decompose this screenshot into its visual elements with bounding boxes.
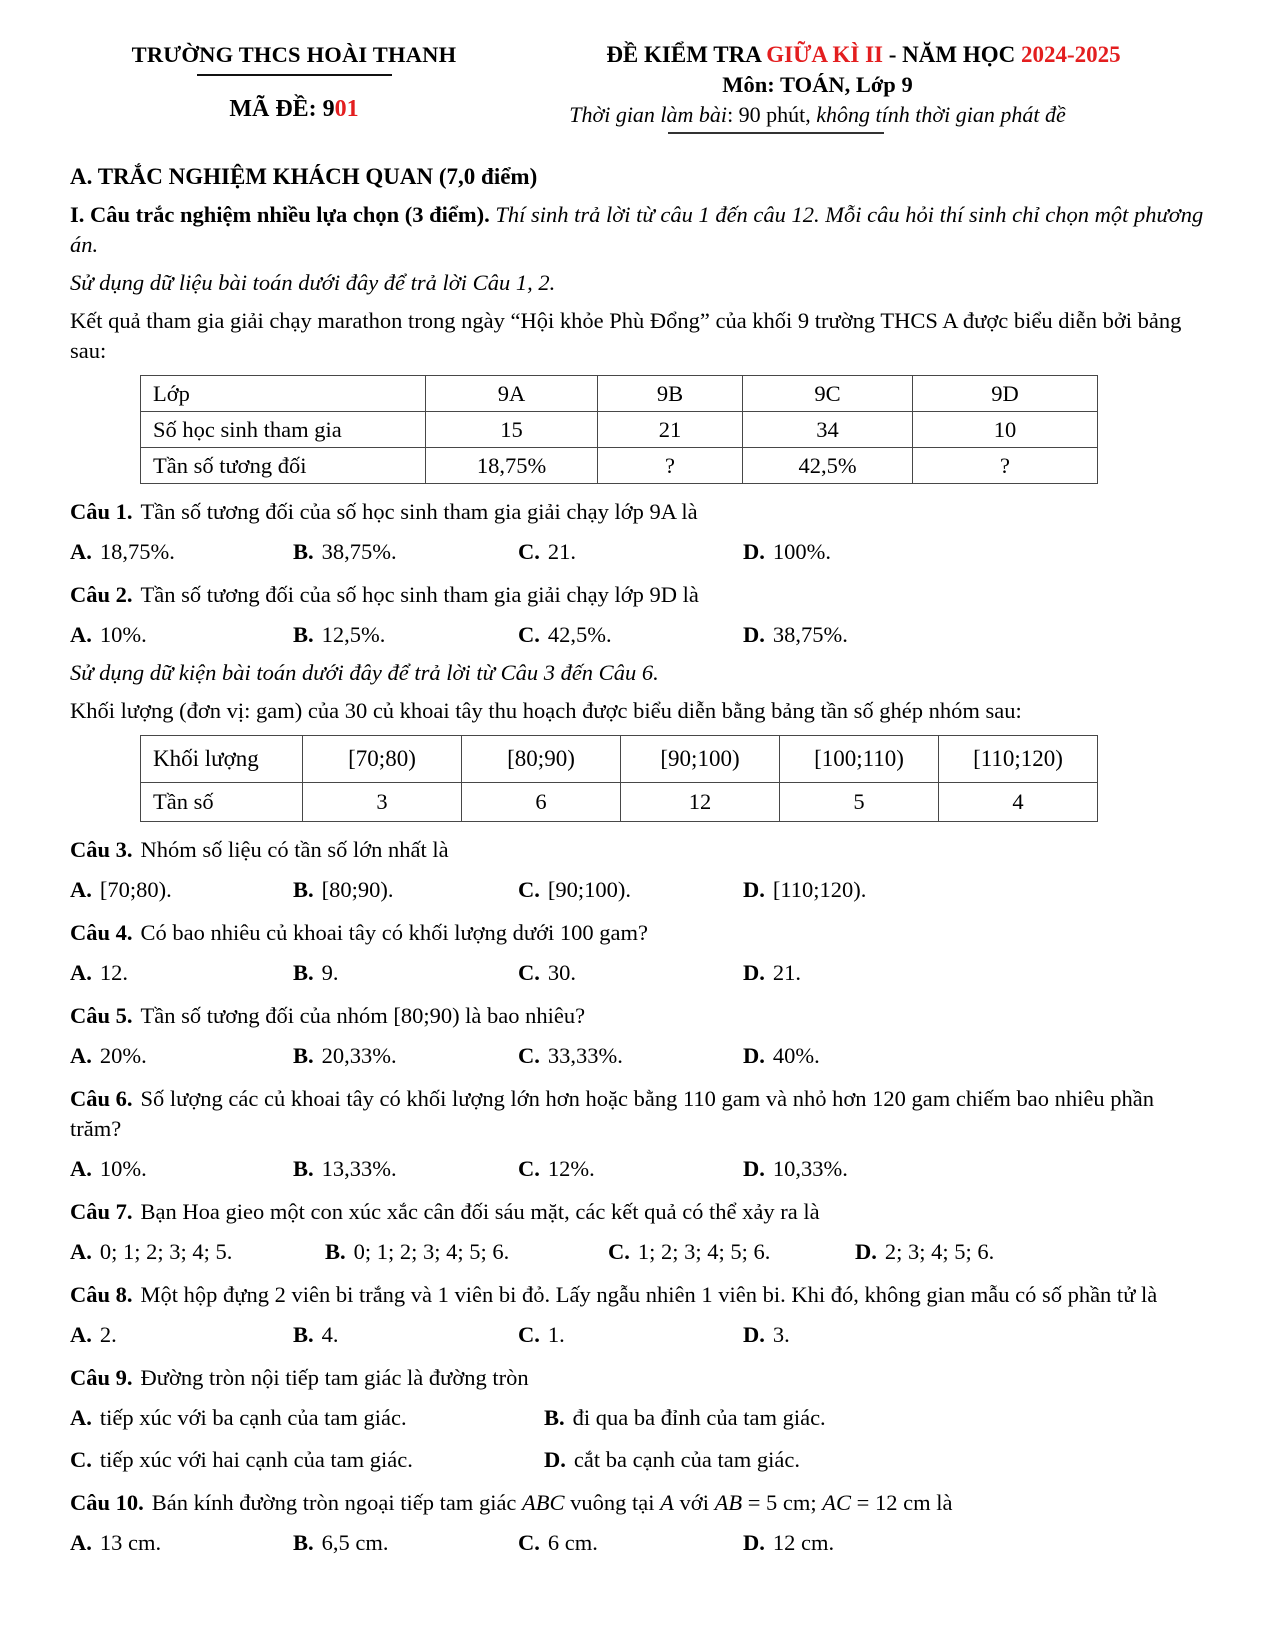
question-3-body: Nhóm số liệu có tần số lớn nhất là	[140, 837, 449, 862]
table-cell: 9A	[426, 376, 598, 412]
table-cell: 42,5%	[743, 448, 913, 484]
option-label: A.	[70, 1043, 92, 1068]
option-c	[70, 1445, 544, 1475]
question-9-text	[70, 1363, 1209, 1393]
option-label: B.	[325, 1239, 346, 1264]
option-text: 42,5%.	[547, 622, 612, 647]
title-term: GIỮA KÌ II	[766, 42, 884, 67]
question-7-number: Câu 7.	[70, 1199, 133, 1224]
option-text: 1.	[547, 1322, 565, 1347]
question-7-text	[70, 1197, 1209, 1227]
title-part-2: - NĂM HỌC	[883, 42, 1021, 67]
option-label: D.	[743, 1530, 765, 1555]
question-2-text	[70, 580, 1209, 610]
option-label: C.	[518, 1043, 540, 1068]
question-3-text	[70, 835, 1209, 865]
question-4-text	[70, 918, 1209, 948]
option-text: 13,33%.	[321, 1156, 397, 1181]
question-6-number: Câu 6.	[70, 1086, 133, 1111]
option-b	[293, 958, 518, 988]
question-6-text	[70, 1084, 1209, 1144]
option-text: cắt ba cạnh của tam giác.	[573, 1447, 800, 1472]
question-2	[70, 580, 1209, 650]
option-text: tiếp xúc với hai cạnh của tam giác.	[99, 1447, 413, 1472]
option-text: 6,5 cm.	[321, 1530, 389, 1555]
option-text: 12 cm.	[772, 1530, 835, 1555]
option-label: D.	[855, 1239, 877, 1264]
question-8-options	[70, 1320, 1209, 1350]
table-row-relative-frequency	[141, 448, 1098, 484]
question-6-body: Số lượng các củ khoai tây có khối lượng lớn hơn hoặc bằng 110 gam và nhỏ hơn 120 gam chiếm bao nhiêu phần trăm?	[70, 1086, 1154, 1141]
option-c	[518, 537, 743, 567]
table-cell: ?	[913, 448, 1098, 484]
table-cell: 34	[743, 412, 913, 448]
option-text: [90;100).	[547, 877, 631, 902]
table-cell: 5	[780, 783, 939, 822]
question-9-number: Câu 9.	[70, 1365, 133, 1390]
math-triangle-name: ABC	[522, 1490, 565, 1515]
option-text: [70;80).	[99, 877, 172, 902]
part-1-note: Thí sinh trả lời từ câu 1 đến câu 12. Mỗi câu hỏi thí sinh chỉ chọn một phương án.	[70, 202, 1204, 257]
question-6	[70, 1084, 1209, 1184]
question-1-options	[70, 537, 1209, 567]
question-2-options	[70, 620, 1209, 650]
option-b	[293, 1154, 518, 1184]
table-cell: 15	[426, 412, 598, 448]
question-10-body-3: với	[673, 1490, 715, 1515]
exam-header	[70, 40, 1209, 134]
option-a	[70, 875, 293, 905]
option-b	[293, 875, 518, 905]
header-right	[518, 40, 1209, 134]
question-2-number: Câu 2.	[70, 582, 133, 607]
question-8-text	[70, 1280, 1209, 1310]
question-10-text	[70, 1488, 1209, 1518]
option-label: A.	[70, 1156, 92, 1181]
math-vertex: A	[660, 1490, 674, 1515]
option-label: A.	[70, 960, 92, 985]
option-label: C.	[518, 622, 540, 647]
table-cell: 6	[462, 783, 621, 822]
option-text: 40%.	[772, 1043, 820, 1068]
question-7	[70, 1197, 1209, 1267]
option-label: D.	[743, 1156, 765, 1181]
option-a	[70, 1320, 293, 1350]
question-4-options	[70, 958, 1209, 988]
option-d	[743, 875, 1209, 905]
table-cell: 4	[939, 783, 1098, 822]
table-cell: 21	[598, 412, 743, 448]
part-1-title: I. Câu trắc nghiệm nhiều lựa chọn (3 điểm).	[70, 202, 490, 227]
option-c	[608, 1237, 855, 1267]
table-cell: Lớp	[141, 376, 426, 412]
question-6-options	[70, 1154, 1209, 1184]
table-row-mass-groups	[141, 736, 1098, 783]
option-label: C.	[70, 1447, 92, 1472]
option-label: C.	[518, 539, 540, 564]
option-label: B.	[293, 960, 314, 985]
question-10-body-5: = 12 cm là	[851, 1490, 953, 1515]
question-10-options	[70, 1528, 1209, 1558]
option-label: D.	[743, 1322, 765, 1347]
time-line	[518, 100, 1117, 130]
option-label: B.	[293, 1530, 314, 1555]
option-d	[743, 1154, 1209, 1184]
school-underline	[197, 74, 392, 76]
option-b	[293, 620, 518, 650]
question-4	[70, 918, 1209, 988]
option-a	[70, 537, 293, 567]
table-cell: Số học sinh tham gia	[141, 412, 426, 448]
option-label: C.	[608, 1239, 630, 1264]
question-5-number: Câu 5.	[70, 1003, 133, 1028]
option-label: B.	[293, 622, 314, 647]
table-2-intro: Khối lượng (đơn vị: gam) của 30 củ khoai tây thu hoạch được biểu diễn bằng bảng tần số ghép nhóm sau:	[70, 698, 1022, 723]
question-10-body-2: vuông tại	[564, 1490, 661, 1515]
table-cell: 9C	[743, 376, 913, 412]
use-instruction-2: Sử dụng dữ kiện bài toán dưới đây để trả lời từ Câu 3 đến Câu 6.	[70, 660, 659, 685]
option-text: [80;90).	[321, 877, 394, 902]
option-text: 9.	[321, 960, 339, 985]
option-a	[70, 1154, 293, 1184]
option-a	[70, 1237, 325, 1267]
option-d	[743, 620, 1209, 650]
option-a	[70, 958, 293, 988]
option-label: A.	[70, 1405, 92, 1430]
table-cell: 9B	[598, 376, 743, 412]
option-label: C.	[518, 1530, 540, 1555]
option-a	[70, 1528, 293, 1558]
option-label: B.	[293, 539, 314, 564]
question-4-body: Có bao nhiêu củ khoai tây có khối lượng dưới 100 gam?	[140, 920, 648, 945]
exam-title	[518, 40, 1209, 70]
table-cell: Tần số	[141, 783, 303, 822]
option-d	[743, 1528, 1209, 1558]
option-label: A.	[70, 1322, 92, 1347]
option-label: D.	[743, 622, 765, 647]
option-text: 30.	[547, 960, 576, 985]
question-3-options	[70, 875, 1209, 905]
option-d	[743, 537, 1209, 567]
table-cell: [90;100)	[621, 736, 780, 783]
potato-mass-frequency-table	[140, 735, 1098, 822]
table-cell: ?	[598, 448, 743, 484]
option-text: 12.	[99, 960, 128, 985]
option-label: C.	[518, 960, 540, 985]
table-cell: [110;120)	[939, 736, 1098, 783]
option-text: 1; 2; 3; 4; 5; 6.	[637, 1239, 771, 1264]
option-label: C.	[518, 1322, 540, 1347]
question-9-options	[70, 1403, 1209, 1475]
exam-code-label: MÃ ĐỀ: 9	[229, 96, 335, 122]
option-text: 18,75%.	[99, 539, 175, 564]
option-b	[293, 1320, 518, 1350]
option-label: A.	[70, 539, 92, 564]
option-text: 0; 1; 2; 3; 4; 5; 6.	[353, 1239, 510, 1264]
option-text: 6 cm.	[547, 1530, 598, 1555]
option-label: D.	[743, 877, 765, 902]
question-3-number: Câu 3.	[70, 837, 133, 862]
option-label: A.	[70, 877, 92, 902]
option-text: 21.	[547, 539, 576, 564]
option-text: 33,33%.	[547, 1043, 623, 1068]
question-9	[70, 1363, 1209, 1475]
option-label: D.	[743, 1043, 765, 1068]
option-text: 100%.	[772, 539, 831, 564]
option-label: B.	[544, 1405, 565, 1430]
option-text: 38,75%.	[321, 539, 397, 564]
school-name: TRƯỜNG THCS HOÀI THANH	[131, 42, 457, 67]
table-row-frequency	[141, 783, 1098, 822]
math-side-ac: AC	[822, 1490, 852, 1515]
option-text: 0; 1; 2; 3; 4; 5.	[99, 1239, 233, 1264]
option-a	[70, 620, 293, 650]
option-label: B.	[293, 1322, 314, 1347]
option-label: D.	[743, 960, 765, 985]
option-text: 13 cm.	[99, 1530, 162, 1555]
option-text: 12,5%.	[321, 622, 386, 647]
exam-code-number: 01	[334, 96, 359, 122]
option-c	[518, 620, 743, 650]
option-label: B.	[293, 1156, 314, 1181]
question-10-body-1: Bán kính đường tròn ngoại tiếp tam giác	[151, 1490, 523, 1515]
table-cell: Tần số tương đối	[141, 448, 426, 484]
option-label: C.	[518, 877, 540, 902]
option-b	[325, 1237, 608, 1267]
option-text: 3.	[772, 1322, 790, 1347]
option-d	[544, 1445, 1209, 1475]
option-d	[743, 958, 1209, 988]
option-text: [110;120).	[772, 877, 867, 902]
question-1-body: Tần số tương đối của số học sinh tham gia giải chạy lớp 9A là	[140, 499, 698, 524]
option-label: A.	[70, 622, 92, 647]
option-b	[293, 537, 518, 567]
question-8	[70, 1280, 1209, 1350]
option-b	[293, 1041, 518, 1071]
question-10	[70, 1488, 1209, 1558]
question-10-number: Câu 10.	[70, 1490, 144, 1515]
table-row-class	[141, 376, 1098, 412]
option-text: 20,33%.	[321, 1043, 397, 1068]
option-text: đi qua ba đỉnh của tam giác.	[572, 1405, 826, 1430]
table-cell: 12	[621, 783, 780, 822]
use-instruction-1: Sử dụng dữ liệu bài toán dưới đây để trả lời Câu 1, 2.	[70, 270, 556, 295]
question-1	[70, 497, 1209, 567]
option-b	[544, 1403, 1209, 1433]
question-5-body: Tần số tương đối của nhóm [80;90) là bao nhiêu?	[140, 1003, 586, 1028]
exam-code	[70, 96, 518, 123]
option-label: D.	[544, 1447, 566, 1472]
option-d	[743, 1320, 1209, 1350]
question-1-text	[70, 497, 1209, 527]
question-5	[70, 1001, 1209, 1071]
option-d	[855, 1237, 1209, 1267]
table-cell: 3	[303, 783, 462, 822]
option-text: 20%.	[99, 1043, 147, 1068]
table-cell: Khối lượng	[141, 736, 303, 783]
option-text: 10,33%.	[772, 1156, 848, 1181]
question-9-body: Đường tròn nội tiếp tam giác là đường tròn	[140, 1365, 529, 1390]
table-cell: [70;80)	[303, 736, 462, 783]
option-text: 21.	[772, 960, 801, 985]
title-part-1: ĐỀ KIỂM TRA	[606, 42, 767, 67]
option-text: 4.	[321, 1322, 339, 1347]
option-label: A.	[70, 1530, 92, 1555]
option-label: C.	[518, 1156, 540, 1181]
question-1-number: Câu 1.	[70, 499, 133, 524]
math-side-ab: AB	[714, 1490, 743, 1515]
option-c	[518, 958, 743, 988]
question-4-number: Câu 4.	[70, 920, 133, 945]
table-cell: 9D	[913, 376, 1098, 412]
option-c	[518, 875, 743, 905]
option-a	[70, 1403, 544, 1433]
time-label: Thời gian làm bài	[569, 102, 728, 127]
table-row-students	[141, 412, 1098, 448]
option-text: 10%.	[99, 622, 147, 647]
option-b	[293, 1528, 518, 1558]
subject-line: Môn: TOÁN, Lớp 9	[722, 72, 913, 97]
marathon-frequency-table	[140, 375, 1098, 484]
option-label: A.	[70, 1239, 92, 1264]
table-cell: [80;90)	[462, 736, 621, 783]
option-c	[518, 1154, 743, 1184]
table-cell: [100;110)	[780, 736, 939, 783]
time-underline	[668, 132, 884, 134]
option-text: 10%.	[99, 1156, 147, 1181]
option-text: 38,75%.	[772, 622, 848, 647]
section-a-heading: A. TRẮC NGHIỆM KHÁCH QUAN (7,0 điểm)	[70, 164, 538, 189]
title-school-year: 2024-2025	[1021, 42, 1121, 67]
option-text: 2.	[99, 1322, 117, 1347]
option-c	[518, 1041, 743, 1071]
table-1-intro: Kết quả tham gia giải chạy marathon trong ngày “Hội khỏe Phù Đổng” của khối 9 trường THCS A được biểu diễn bởi bảng sau:	[70, 308, 1182, 363]
option-text: 12%.	[547, 1156, 595, 1181]
header-left	[70, 40, 518, 134]
question-10-body-4: = 5 cm;	[742, 1490, 823, 1515]
option-text: 2; 3; 4; 5; 6.	[884, 1239, 995, 1264]
table-cell: 18,75%	[426, 448, 598, 484]
table-cell: 10	[913, 412, 1098, 448]
question-7-body: Bạn Hoa gieo một con xúc xắc cân đối sáu mặt, các kết quả có thể xảy ra là	[140, 1199, 820, 1224]
question-7-options	[70, 1237, 1209, 1267]
time-note: không tính thời gian phát đề	[816, 102, 1066, 127]
question-5-text	[70, 1001, 1209, 1031]
option-c	[518, 1528, 743, 1558]
question-2-body: Tần số tương đối của số học sinh tham gia giải chạy lớp 9D là	[140, 582, 699, 607]
option-label: D.	[743, 539, 765, 564]
option-text: tiếp xúc với ba cạnh của tam giác.	[99, 1405, 407, 1430]
time-value: : 90 phút,	[727, 102, 817, 127]
question-5-options	[70, 1041, 1209, 1071]
option-c	[518, 1320, 743, 1350]
option-d	[743, 1041, 1209, 1071]
option-a	[70, 1041, 293, 1071]
option-label: B.	[293, 1043, 314, 1068]
option-label: B.	[293, 877, 314, 902]
question-8-body: Một hộp đựng 2 viên bi trắng và 1 viên bi đỏ. Lấy ngẫu nhiên 1 viên bi. Khi đó, không gian mẫu có số phần tử là	[140, 1282, 1158, 1307]
part-1-instruction	[70, 200, 1209, 260]
question-3	[70, 835, 1209, 905]
question-8-number: Câu 8.	[70, 1282, 133, 1307]
